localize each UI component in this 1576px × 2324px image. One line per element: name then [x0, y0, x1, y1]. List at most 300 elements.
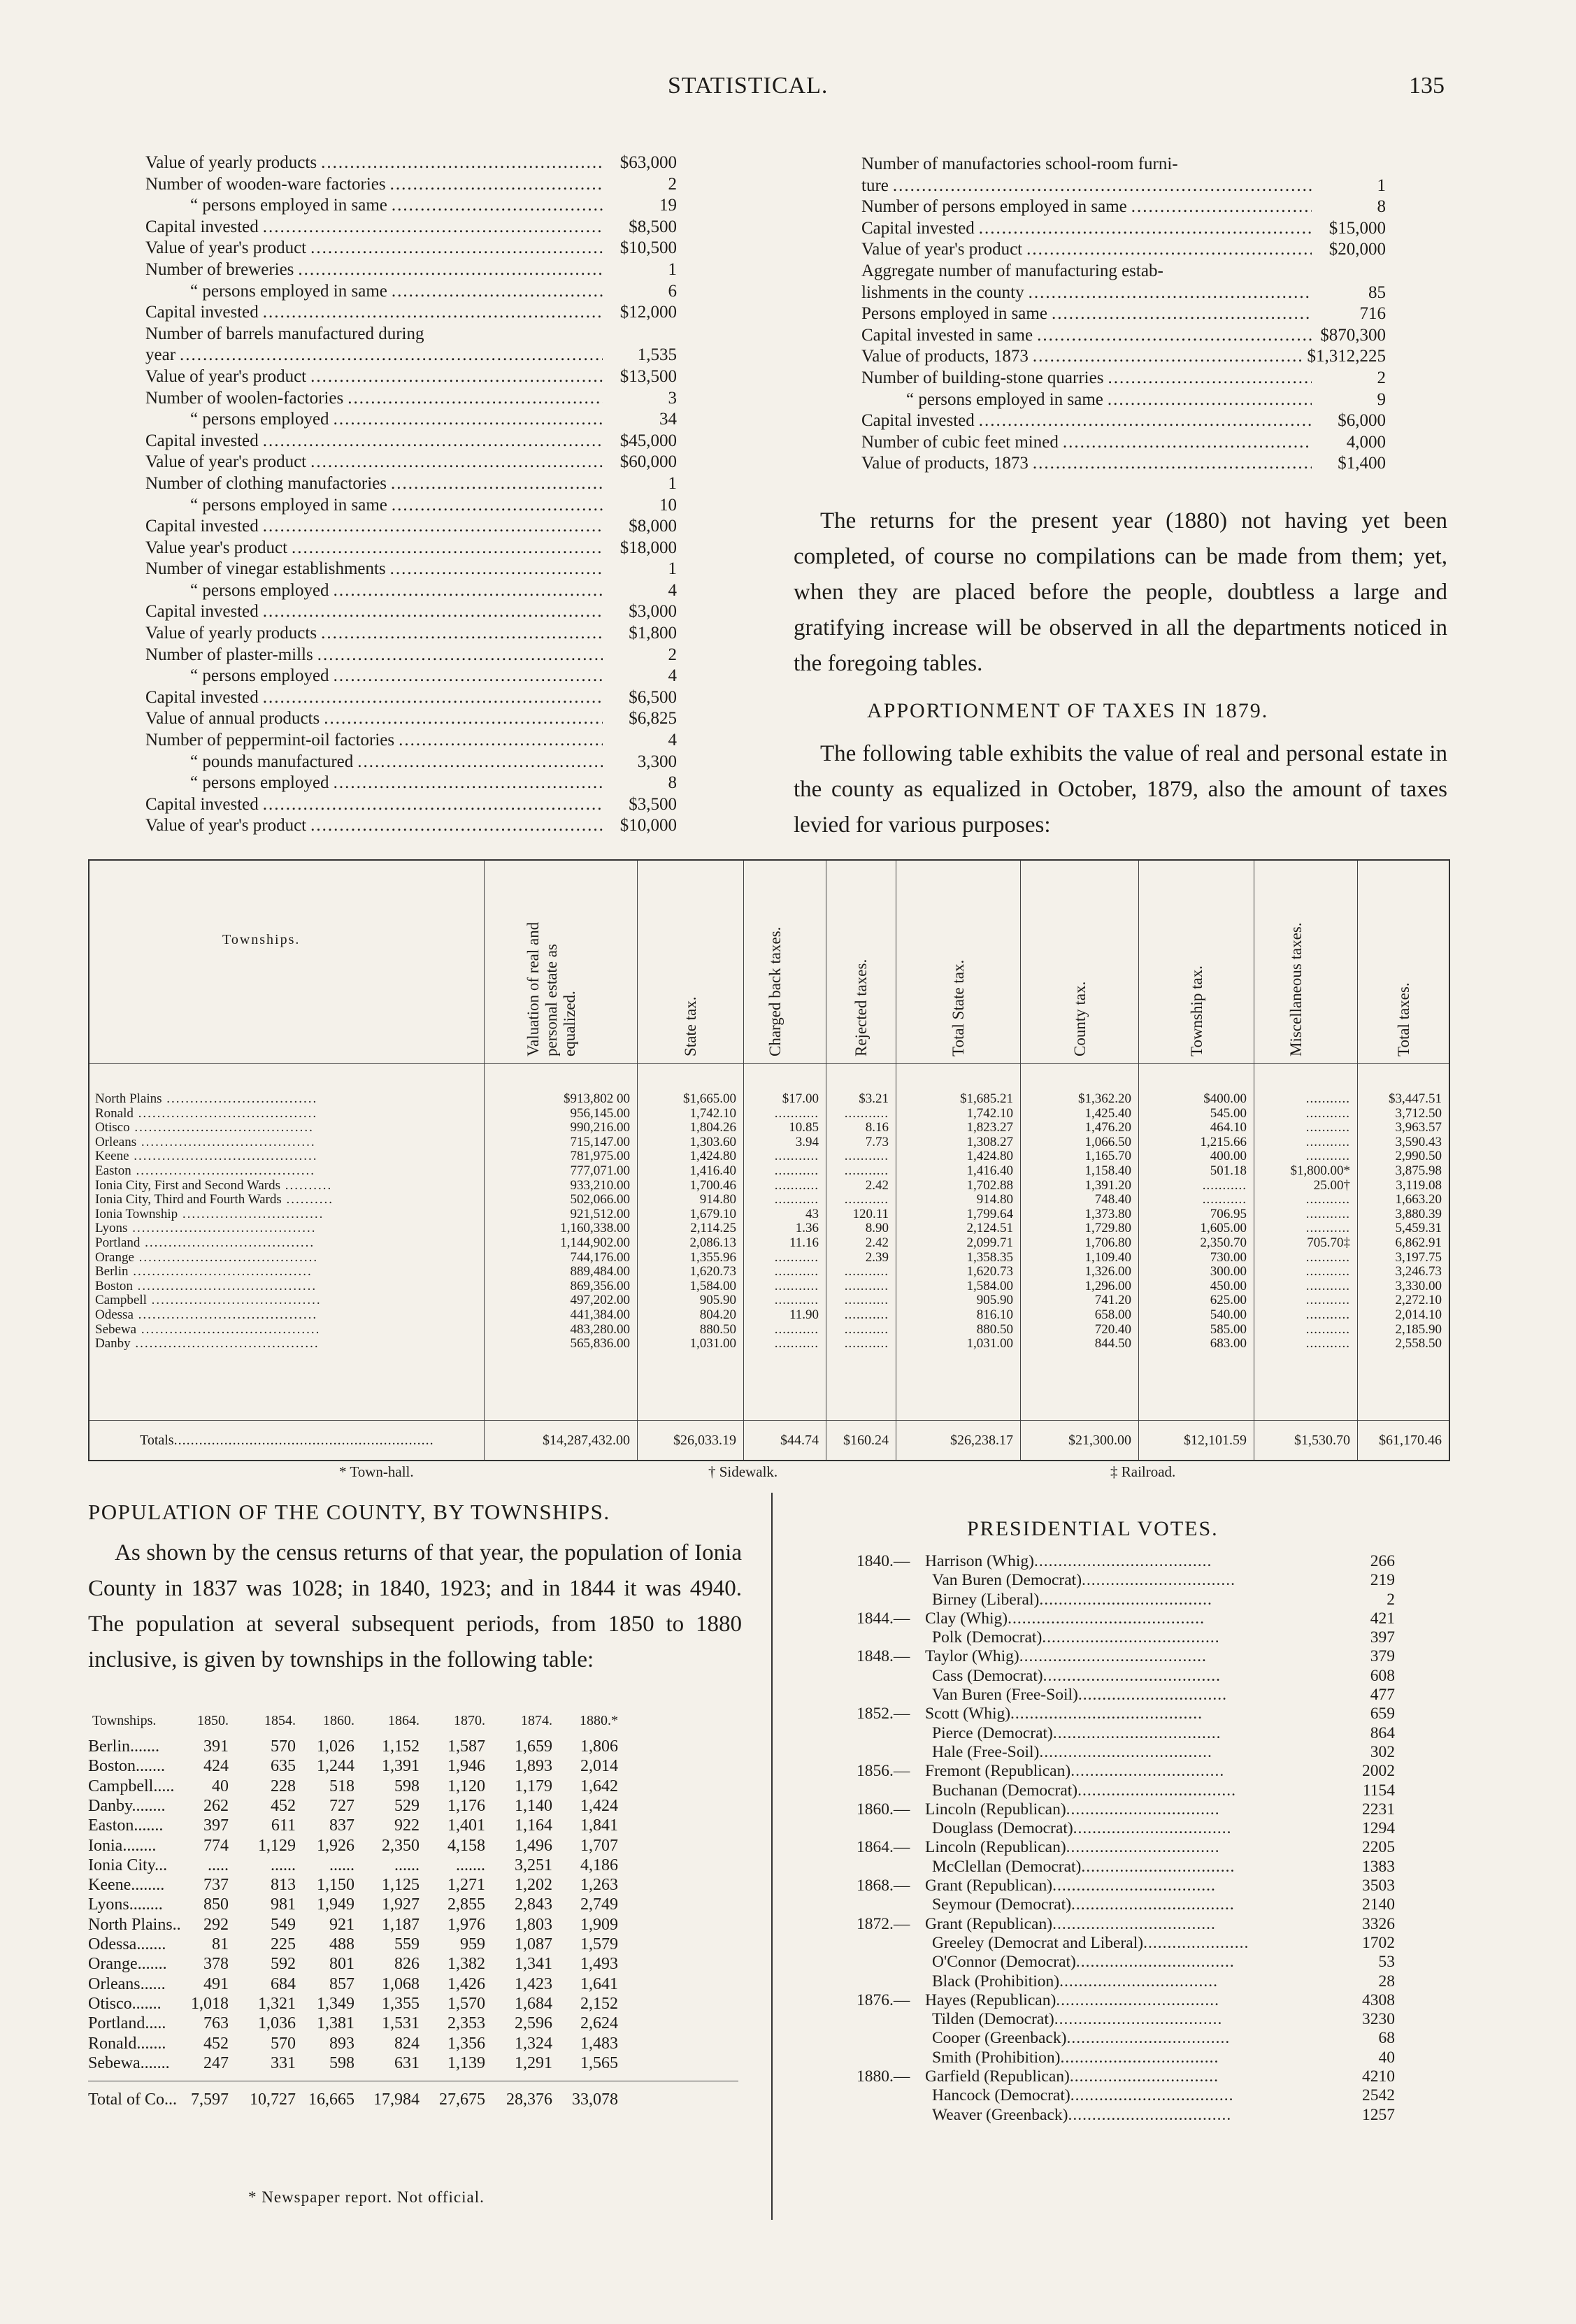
ledger-row — [145, 217, 677, 238]
vote-candidate-label: O'Connor (Democrat) — [932, 1953, 1076, 1972]
empty-cell-dots: ........... — [774, 1192, 819, 1207]
township-name — [95, 1250, 318, 1265]
population-col-header: 1864. — [388, 1713, 420, 1728]
population-cell: 1,356 — [447, 2034, 485, 2053]
population-cell: 1,423 — [515, 1974, 552, 1993]
vote-row — [857, 1552, 1395, 1571]
township-label: Odessa — [95, 1307, 134, 1322]
leader-dots — [321, 152, 603, 174]
tax-cell: 1,620.73 — [966, 1264, 1013, 1279]
population-cell: 684 — [271, 1974, 296, 1993]
tax-cell: 2.42 — [865, 1235, 889, 1250]
ledger-label: Capital invested — [145, 517, 259, 536]
empty-cell-dots: ........... — [1305, 1264, 1350, 1279]
empty-cell-dots: ........... — [1305, 1293, 1350, 1308]
tax-cell: 25.00† — [1313, 1177, 1350, 1193]
population-cell: 857 — [329, 1974, 354, 1993]
vote-candidate — [932, 1667, 1221, 1686]
tax-table — [88, 859, 1450, 1461]
totals-cell: $61,170.46 — [1379, 1433, 1442, 1448]
tax-cell: 441,384.00 — [570, 1307, 630, 1322]
vote-row — [857, 1858, 1395, 1877]
population-cell: 228 — [271, 1777, 296, 1795]
population-township-label: Odessa — [88, 1935, 137, 1953]
ledger-label: Capital invested — [861, 218, 975, 238]
population-township-label: Ionia — [88, 1836, 123, 1855]
leader-dots: ........ — [129, 1895, 163, 1914]
tax-cell: 2,990.50 — [1395, 1149, 1442, 1164]
population-cell: 452 — [203, 2034, 229, 2053]
leader-dots — [1026, 239, 1312, 261]
population-cell: 452 — [271, 1796, 296, 1815]
tax-cell: 497,202.00 — [570, 1293, 630, 1308]
vote-count: 68 — [1378, 2029, 1395, 2048]
population-cell: 824 — [394, 2034, 420, 2053]
population-cell: 1,531 — [382, 2014, 420, 2033]
population-cell: 488 — [329, 1935, 354, 1953]
tax-cell: 483,280.00 — [570, 1321, 630, 1337]
vote-row — [857, 2106, 1395, 2125]
ledger-label: Capital invested — [145, 602, 259, 622]
ledger-row — [861, 175, 1386, 197]
vote-row — [857, 1877, 1395, 1895]
tax-cell: 1,424.80 — [966, 1149, 1013, 1164]
population-township-label: Ronald — [88, 2034, 137, 2053]
vote-candidate — [932, 1686, 1227, 1705]
tax-cell: 3,880.39 — [1395, 1206, 1442, 1221]
ledger-label: “ pounds manufactured — [190, 752, 354, 771]
apportionment-heading: APPORTIONMENT OF TAXES IN 1879. — [867, 699, 1269, 722]
vote-candidate-label: Van Buren (Democrat) — [932, 1571, 1082, 1590]
totals-rule — [89, 1420, 1449, 1421]
population-cell: 592 — [271, 1955, 296, 1974]
tax-cell: 502,066.00 — [570, 1192, 630, 1207]
tax-cell: 1,729.80 — [1084, 1221, 1131, 1236]
population-cell: 570 — [271, 2034, 296, 2053]
ledger-label: Number of wooden-ware factories — [145, 174, 386, 194]
tax-cell: 905.90 — [976, 1293, 1013, 1308]
vote-count: 53 — [1378, 1953, 1395, 1972]
leader-dots: ..................................... — [1043, 1666, 1221, 1685]
township-name — [95, 1279, 317, 1294]
population-cell: 397 — [203, 1816, 229, 1835]
vote-row — [857, 2067, 1395, 2086]
totals-cell: $12,101.59 — [1184, 1433, 1247, 1448]
ledger-value: 6 — [668, 281, 677, 301]
leader-dots: ...................................... — [134, 1249, 319, 1265]
population-cell: 247 — [203, 2053, 229, 2072]
vote-row — [857, 1743, 1395, 1762]
vote-candidate-label: Birney (Liberal) — [932, 1590, 1040, 1609]
vote-count: 659 — [1370, 1705, 1395, 1723]
ledger-label: Value of year's product — [861, 240, 1023, 259]
population-col-header: 1860. — [323, 1713, 354, 1728]
tax-cell: 625.00 — [1210, 1293, 1247, 1308]
empty-cell-dots: ........... — [774, 1105, 819, 1121]
ledger-label: Value of year's product — [145, 816, 307, 835]
ledger-value: 19 — [659, 196, 677, 215]
tax-cell: 1,326.00 — [1084, 1264, 1131, 1279]
column-header: County tax. — [1070, 981, 1089, 1056]
population-total-cell: 17,984 — [373, 2090, 420, 2109]
empty-cell-dots: ........... — [1305, 1120, 1350, 1135]
ledger-row — [145, 794, 677, 816]
vote-candidate-label: Clay (Whig) — [925, 1609, 1008, 1628]
population-township — [88, 1995, 162, 2014]
leader-dots — [317, 645, 603, 666]
population-township-label: Orange — [88, 1955, 138, 1974]
ledger-value: 1 — [668, 559, 677, 579]
population-township — [88, 1935, 166, 1954]
empty-cell-dots: ........... — [1305, 1221, 1350, 1236]
vote-year: 1860.— — [857, 1800, 910, 1819]
tax-cell: 3,330.00 — [1395, 1278, 1442, 1293]
population-cell: 1,087 — [515, 1935, 552, 1953]
tax-cell: 2.39 — [865, 1249, 889, 1265]
column-header: Rejected taxes. — [852, 959, 870, 1056]
vote-row — [857, 1819, 1395, 1838]
tax-cell: 781,975.00 — [570, 1149, 630, 1164]
population-cell: 1,125 — [382, 1876, 420, 1895]
ledger-value: 4 — [668, 580, 677, 600]
tax-cell: 1,584.00 — [966, 1278, 1013, 1293]
ledger-label: Number of barrels manufactured during — [145, 324, 424, 343]
ledger-value: $8,500 — [629, 217, 677, 236]
tax-cell: 1,066.50 — [1084, 1134, 1131, 1149]
vote-candidate — [925, 1609, 1205, 1628]
leader-dots — [263, 687, 603, 709]
empty-cell-dots: ........... — [844, 1336, 889, 1351]
leader-dots — [392, 495, 603, 517]
population-cell: 2,152 — [580, 1994, 618, 2013]
vote-candidate — [925, 1552, 1212, 1571]
tax-cell: $400.00 — [1203, 1091, 1247, 1106]
vote-candidate-label: Weaver (Greenback) — [932, 2105, 1068, 2124]
population-cell: 893 — [329, 2034, 354, 2053]
ledger-value: 8 — [668, 773, 677, 793]
tax-cell: $1,685.21 — [960, 1091, 1013, 1106]
ledger-label: Value of year's product — [145, 366, 307, 386]
leader-dots: .................................... — [1039, 1590, 1212, 1609]
leader-dots: ................................ — [1082, 1571, 1236, 1590]
ledger-label: Number of woolen-factories — [145, 388, 344, 408]
vote-count: 3503 — [1362, 1877, 1395, 1895]
ledger-row — [861, 368, 1386, 389]
population-cell: 3,251 — [515, 1856, 552, 1874]
vote-row — [857, 1628, 1395, 1647]
vote-count: 302 — [1370, 1742, 1395, 1761]
totals-label — [140, 1433, 434, 1449]
population-total-cell: 7,597 — [191, 2090, 229, 2109]
leader-dots — [1029, 282, 1312, 304]
population-cell: 1,382 — [447, 1955, 485, 1974]
right-ledger — [861, 154, 1386, 475]
population-cell: ...... — [394, 1856, 420, 1874]
ledger-row — [145, 302, 677, 324]
ledger-row — [145, 345, 677, 366]
population-cell: 518 — [329, 1777, 354, 1795]
apportionment-intro-text: The following table exhibits the value of real and personal estate in the county as equalized in October, 1879, also the amount of taxes levied for various purposes: — [794, 741, 1447, 838]
tax-cell: 1,605.00 — [1200, 1221, 1247, 1236]
ledger-label: “ persons employed — [190, 580, 329, 600]
ledger-value: 4 — [668, 731, 677, 750]
empty-cell-dots: ........... — [1305, 1321, 1350, 1337]
leader-dots — [348, 388, 603, 410]
leader-dots: .................................... — [1039, 1742, 1212, 1761]
ledger-label: “ persons employed in same — [190, 495, 387, 515]
ledger-value: $1,800 — [629, 624, 677, 643]
township-name — [95, 1163, 315, 1179]
tax-cell: 1,031.00 — [966, 1336, 1013, 1351]
vote-candidate-label: Lincoln (Republican) — [925, 1838, 1066, 1857]
leader-dots: ....................................... — [127, 1221, 317, 1236]
empty-cell-dots: ........... — [844, 1307, 889, 1322]
vote-candidate — [932, 2010, 1222, 2029]
leader-dots: ................................. — [1073, 1819, 1232, 1838]
empty-cell-dots: ........... — [844, 1149, 889, 1164]
township-name — [95, 1178, 332, 1193]
ledger-value: 1,535 — [637, 345, 677, 365]
population-cell: ..... — [208, 1856, 229, 1874]
tax-cell: 2,185.90 — [1395, 1321, 1442, 1337]
ledger-row — [861, 453, 1386, 475]
township-name — [95, 1207, 324, 1222]
leader-dots: ................................... — [1052, 1723, 1222, 1742]
vote-row — [857, 1781, 1395, 1800]
leader-dots — [390, 559, 603, 580]
leader-dots — [391, 473, 603, 495]
tax-cell: 921,512.00 — [570, 1206, 630, 1221]
leader-dots: ...................... — [1143, 1933, 1249, 1952]
population-cell: 292 — [203, 1915, 229, 1934]
ledger-label: Capital invested — [145, 217, 259, 236]
ledger-label: Persons employed in same — [861, 304, 1047, 324]
leader-dots: ...................................... — [128, 1264, 313, 1279]
ledger-label: Value of yearly products — [145, 624, 317, 643]
tax-cell: 540.00 — [1210, 1307, 1247, 1322]
ledger-label: Number of peppermint-oil factories — [145, 731, 395, 750]
vote-row — [857, 1705, 1395, 1723]
population-township-label: Orleans — [88, 1974, 141, 1993]
vote-count: 28 — [1378, 1972, 1395, 1991]
vote-candidate — [932, 1953, 1235, 1972]
population-total-cell: 28,376 — [506, 2090, 552, 2109]
column-header: Valuation of real and personal estate as equalized. — [524, 921, 578, 1056]
ledger-label: Capital invested — [145, 431, 259, 450]
totals-label-text: Totals — [140, 1433, 174, 1448]
township-label: Boston — [95, 1278, 133, 1293]
leader-dots: ...................................... — [132, 1278, 317, 1293]
leader-dots — [334, 666, 603, 687]
ledger-row — [145, 473, 677, 495]
ledger-label: “ persons employed — [190, 410, 329, 429]
tax-cell: 990,216.00 — [570, 1120, 630, 1135]
leader-dots: .................................. — [1056, 1991, 1220, 2009]
population-township-label: Campbell — [88, 1777, 154, 1795]
tax-cell: 2.42 — [865, 1177, 889, 1193]
vote-candidate — [932, 1972, 1218, 1991]
tax-cell: 933,210.00 — [570, 1177, 630, 1193]
ledger-value: 8 — [1377, 197, 1386, 217]
leader-dots: .................................... — [146, 1293, 322, 1308]
population-intro-text: As shown by the census returns of that year, the population of Ionia County in 1837 was 1028; in 1840, 1923; and in 1844 it was 4940. The population at several subsequent periods, from 1850 to 1880 inclusive, is given by townships in the following table: — [88, 1540, 742, 1672]
population-col-header: 1874. — [521, 1713, 552, 1728]
vote-row — [857, 1972, 1395, 1991]
vote-count: 379 — [1370, 1647, 1395, 1666]
totals-cell: $14,287,432.00 — [543, 1433, 630, 1448]
ledger-row — [861, 218, 1386, 240]
population-cell: 1,263 — [580, 1876, 618, 1895]
ledger-value: $20,000 — [1328, 240, 1386, 259]
population-cell: 559 — [394, 1935, 420, 1953]
vote-row — [857, 1591, 1395, 1609]
ledger-row — [145, 366, 677, 388]
vote-candidate — [932, 1591, 1212, 1609]
ledger-label: Number of clothing manufactories — [145, 473, 387, 493]
ledger-label: Capital invested — [145, 687, 259, 707]
population-cell: 1,355 — [382, 1994, 420, 2013]
vote-candidate-label: McClellan (Democrat) — [932, 1857, 1082, 1876]
leader-dots: .................................. — [1066, 2029, 1231, 2048]
population-township-label: Danby — [88, 1796, 132, 1815]
tax-cell: 1,823.27 — [966, 1120, 1013, 1135]
population-cell: 391 — [203, 1737, 229, 1756]
vote-row — [857, 1915, 1395, 1934]
tax-cell: 683.00 — [1210, 1336, 1247, 1351]
tax-cell: 1,584.00 — [689, 1278, 736, 1293]
ledger-label: Number of persons employed in same — [861, 197, 1127, 217]
tax-cell: 1,416.40 — [689, 1163, 736, 1178]
leader-dots — [1033, 346, 1303, 368]
vote-candidate-label: Garfield (Republican) — [925, 2067, 1070, 2086]
column-header: Township tax. — [1187, 966, 1205, 1056]
leader-dots: .............................................................. — [173, 1433, 434, 1448]
vote-row — [857, 1934, 1395, 1953]
vote-candidate — [932, 1743, 1212, 1762]
empty-cell-dots: ........... — [1305, 1336, 1350, 1351]
population-township — [88, 1757, 165, 1776]
leader-dots — [321, 623, 603, 645]
tax-cell: 120.11 — [852, 1206, 889, 1221]
population-cell: 1,909 — [580, 1915, 618, 1934]
tax-cell: 1,215.66 — [1200, 1134, 1247, 1149]
leader-dots: ........ — [131, 1796, 166, 1815]
empty-cell-dots: ........... — [774, 1293, 819, 1308]
ledger-label: Number of building-stone quarries — [861, 368, 1104, 387]
ledger-value: $870,300 — [1320, 325, 1386, 345]
vote-count: 421 — [1370, 1609, 1395, 1628]
tax-cell: 3,246.73 — [1395, 1264, 1442, 1279]
empty-cell-dots: ........... — [844, 1105, 889, 1121]
ledger-value: 85 — [1368, 282, 1386, 302]
population-cell: 1,381 — [317, 2014, 354, 2033]
leader-dots: ............................... — [1069, 2067, 1219, 2086]
leader-dots — [399, 730, 603, 752]
population-cell: 1,424 — [580, 1796, 618, 1815]
vote-row — [857, 1647, 1395, 1666]
tax-cell: 1,424.80 — [689, 1149, 736, 1164]
leader-dots: ...................................... — [136, 1321, 321, 1337]
population-township — [88, 2014, 166, 2033]
empty-cell-dots: ........... — [1305, 1091, 1350, 1106]
empty-cell-dots: ........... — [774, 1177, 819, 1193]
ledger-value: 2 — [668, 174, 677, 194]
ledger-row — [145, 195, 677, 217]
population-township — [88, 1737, 159, 1756]
ledger-row — [145, 773, 677, 794]
vote-count: 397 — [1370, 1628, 1395, 1647]
leader-dots — [392, 195, 603, 217]
ledger-row — [145, 645, 677, 666]
vote-count: 2542 — [1362, 2086, 1395, 2105]
population-cell: 801 — [329, 1955, 354, 1974]
leader-dots: ........ — [131, 1876, 165, 1895]
ledger-value: 3,300 — [637, 752, 677, 771]
population-township — [88, 1816, 163, 1835]
township-label: Danby — [95, 1336, 131, 1351]
township-name — [95, 1235, 315, 1251]
township-name — [95, 1106, 317, 1121]
population-cell: 837 — [329, 1816, 354, 1835]
vote-count: 2140 — [1362, 1895, 1395, 1914]
vote-count: 266 — [1370, 1552, 1395, 1570]
ledger-label: “ persons employed in same — [190, 196, 387, 215]
tax-cell: 2,099.71 — [966, 1235, 1013, 1250]
ledger-value: $8,000 — [629, 517, 677, 536]
empty-cell-dots: ........... — [774, 1278, 819, 1293]
leader-dots: ...... — [140, 1974, 166, 1993]
ledger-row — [145, 409, 677, 431]
empty-cell-dots: ........... — [1305, 1206, 1350, 1221]
ledger-value: $10,500 — [619, 238, 677, 258]
ledger-value: $60,000 — [619, 452, 677, 472]
population-table — [88, 1713, 745, 2160]
population-cell: 1,349 — [317, 1994, 354, 2013]
vote-candidate — [932, 2106, 1231, 2125]
township-name — [95, 1120, 314, 1135]
empty-cell-dots: ........... — [1202, 1192, 1247, 1207]
ledger-label: Number of cubic feet mined — [861, 432, 1059, 452]
vote-candidate — [925, 1705, 1203, 1723]
empty-cell-dots: ........... — [1202, 1177, 1247, 1193]
population-cell: 1,642 — [580, 1777, 618, 1795]
tax-cell: 730.00 — [1210, 1249, 1247, 1265]
vote-count: 1383 — [1362, 1857, 1395, 1876]
population-cell: 81 — [212, 1935, 229, 1953]
township-label: Orleans — [95, 1134, 137, 1149]
vote-candidate — [925, 1647, 1207, 1666]
tax-cell: 8.90 — [865, 1221, 889, 1236]
ledger-row — [145, 516, 677, 538]
tax-cell: 10.85 — [789, 1120, 819, 1135]
population-cell: 598 — [394, 1777, 420, 1795]
empty-cell-dots: ........... — [774, 1321, 819, 1337]
vote-count: 1257 — [1362, 2105, 1395, 2124]
township-label: Portland — [95, 1235, 141, 1250]
vote-candidate-label: Fremont (Republican) — [925, 1762, 1071, 1781]
vote-candidate — [932, 1628, 1220, 1647]
vote-candidate — [932, 1724, 1222, 1743]
ledger-row — [145, 495, 677, 517]
vote-row — [857, 1991, 1395, 2010]
page-title: STATISTICAL. — [668, 73, 829, 99]
ledger-value: 2 — [1377, 368, 1386, 387]
tax-cell: 3,590.43 — [1395, 1134, 1442, 1149]
population-township-label: Ionia City — [88, 1856, 155, 1874]
ledger-row — [145, 238, 677, 259]
leader-dots — [310, 366, 603, 388]
ledger-label: Number of manufactories school-room furni- — [861, 155, 1178, 173]
